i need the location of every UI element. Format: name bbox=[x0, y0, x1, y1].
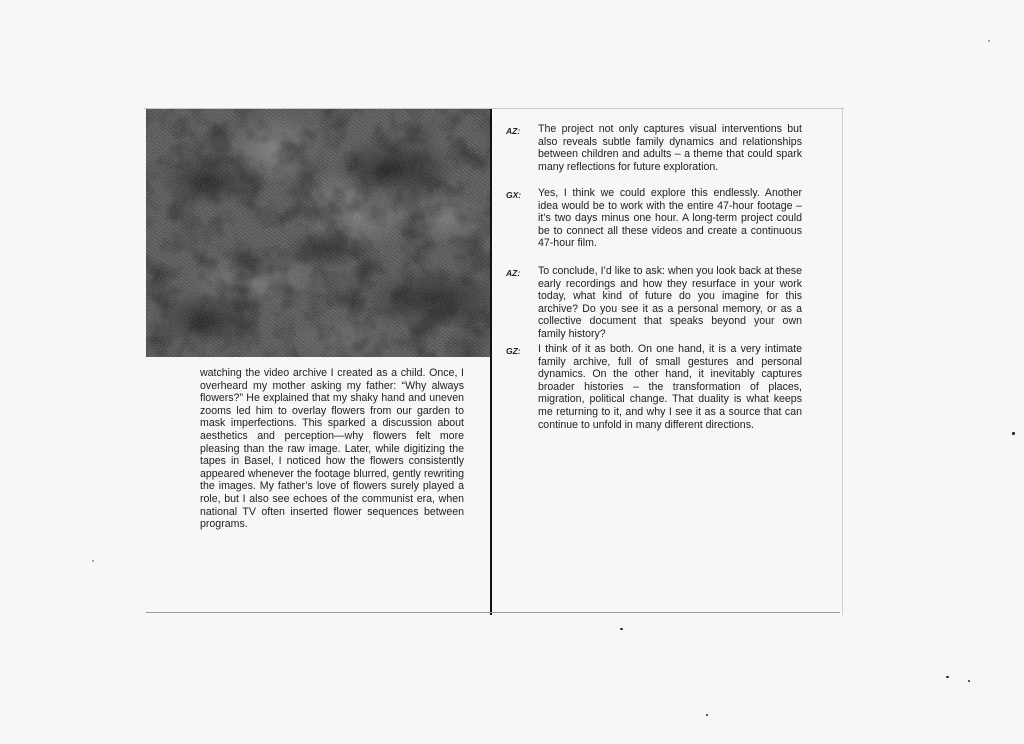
scan-speck bbox=[1012, 432, 1015, 435]
scan-speck bbox=[92, 560, 94, 562]
photo-caption-text: watching the video archive I created as a child. Once, I overheard my mother asking my father: “Why always flowers?” He explained that my shaky hand and uneven zooms led him to overlay flowers from our garden to mask imperfections. This sparked a discussion about aesthetics and perception—why flowers felt more pleasing than the raw image. Later, while digitizing the tapes in Basel, I noticed how the flowers consistently appeared whenever the footage blurred, gently rewriting the images. My father’s love of flowers surely played a role, but I also see echoes of the communist era, when national TV often inserted flower sequences between programs. bbox=[200, 367, 464, 531]
photo-texture bbox=[146, 109, 490, 357]
interview-text: To conclude, I’d like to ask: when you look back at these early recordings and how they resurface in your work today, what kind of future do you imagine for this archive? Do you see it as a personal memory, or as a collective document that speaks beyond your own family history? bbox=[538, 265, 802, 340]
interview-text: The project not only captures visual interventions but also reveals subtle family dynamics and relationships between children and adults – a theme that could spark many reflections for future exploration. bbox=[538, 123, 802, 173]
page-bottom-edge bbox=[146, 612, 840, 613]
interview-text: I think of it as both. On one hand, it is a very intimate family archive, full of small gestures and personal dynamics. On the other hand, it inevitably captures broader histories – the transformation of places, migration, political change. That duality is what keeps me returning to it, and why I see it as a source that can continue to unfold in many different directions. bbox=[538, 343, 802, 431]
scan-speck bbox=[968, 680, 970, 682]
speaker-label: GZ: bbox=[506, 346, 521, 356]
right-page bbox=[494, 109, 843, 615]
interview-text: Yes, I think we could explore this endlessly. Another idea would be to work with the entire 47-hour footage – it’s two days minus one hour. A long-term project could be to connect all these videos and create a continuous 47-hour film. bbox=[538, 187, 802, 250]
left-page bbox=[144, 109, 490, 615]
page-gutter bbox=[490, 109, 492, 615]
book-spread bbox=[144, 108, 844, 617]
archival-photo bbox=[146, 109, 490, 357]
speaker-label: AZ: bbox=[506, 268, 521, 278]
speaker-label: GX: bbox=[506, 190, 522, 200]
scan-speck bbox=[620, 628, 623, 630]
scan-speck bbox=[706, 714, 708, 716]
scan-speck bbox=[988, 40, 990, 42]
speaker-label: AZ: bbox=[506, 126, 521, 136]
scan-speck bbox=[946, 676, 949, 678]
